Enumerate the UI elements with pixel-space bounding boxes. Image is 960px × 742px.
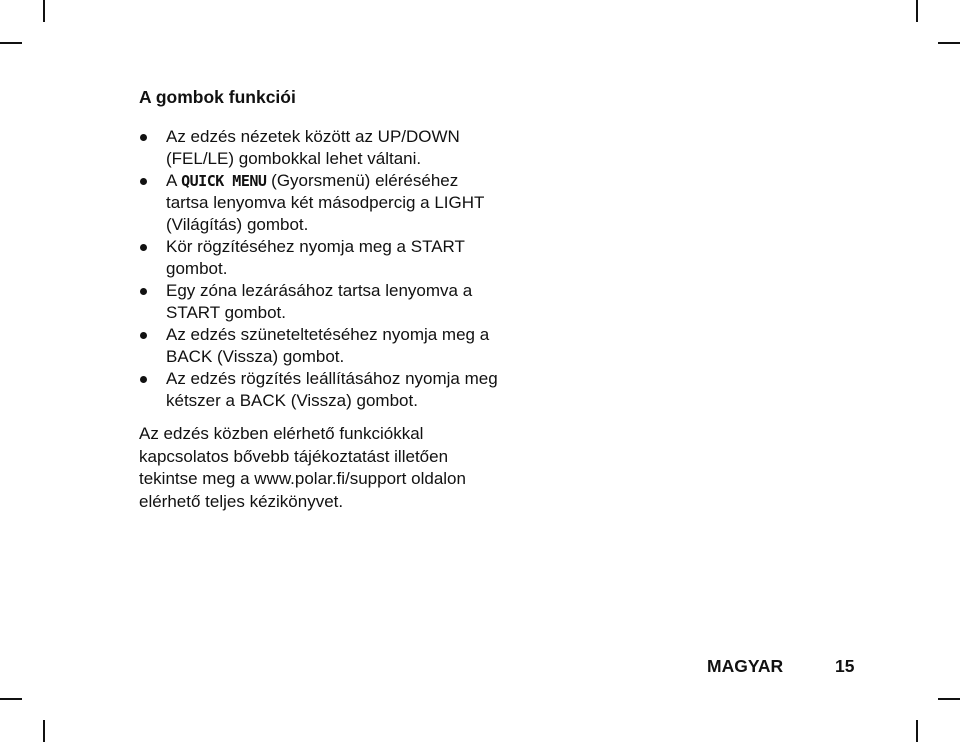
list-item (139, 236, 499, 280)
page-footer (0, 656, 960, 680)
list-item-text: Az edzés rögzítés leállításához nyomja meg kétszer a BACK (Vissza) gombot. (166, 369, 498, 410)
crop-mark-top-right-vertical (916, 0, 918, 22)
bullet-icon (140, 134, 147, 141)
list-item-text-after: (Gyorsmenü) eléréséhez tartsa lenyomva két másodpercig a LIGHT (Világítás) gombot. (166, 171, 485, 234)
list-item (139, 324, 499, 368)
more-info-paragraph: Az edzés közben elérhető funkciókkal kapcsolatos bővebb tájékoztatást illetően tekintse meg a www.polar.fi/support oldalon elérhető teljes kézikönyvet. (139, 424, 466, 511)
list-item-text: Egy zóna lezárásához tartsa lenyomva a START gombot. (166, 281, 473, 322)
list-item-text: Az edzés szüneteltetéséhez nyomja meg a BACK (Vissza) gombot. (166, 325, 490, 366)
list-item (139, 126, 499, 170)
list-item (139, 280, 499, 324)
bullet-icon (140, 178, 147, 185)
page-number: 15 (835, 656, 855, 676)
list-item-text: Kör rögzítéséhez nyomja meg a START gombot. (166, 237, 465, 278)
footer-language: MAGYAR (707, 656, 784, 676)
page-content (139, 86, 499, 513)
crop-mark-top-left-vertical (43, 0, 45, 22)
list-item (139, 368, 499, 412)
bullet-icon (140, 288, 147, 295)
bullet-icon (140, 376, 147, 383)
quick-menu-label: QUICK MENU (181, 172, 267, 190)
crop-mark-bottom-right-horizontal (938, 698, 960, 700)
crop-mark-top-left-horizontal (0, 42, 22, 44)
crop-mark-bottom-left-horizontal (0, 698, 22, 700)
crop-mark-bottom-right-vertical (916, 720, 918, 742)
bullet-icon (140, 332, 147, 339)
bullet-icon (140, 244, 147, 251)
crop-mark-top-right-horizontal (938, 42, 960, 44)
crop-mark-bottom-left-vertical (43, 720, 45, 742)
list-item (139, 170, 499, 236)
list-item-text: A (166, 171, 182, 190)
button-functions-list (139, 126, 499, 412)
list-item-text: Az edzés nézetek között az UP/DOWN (FEL/LE) gombokkal lehet váltani. (166, 127, 460, 168)
section-heading: A gombok funkciói (139, 87, 296, 107)
